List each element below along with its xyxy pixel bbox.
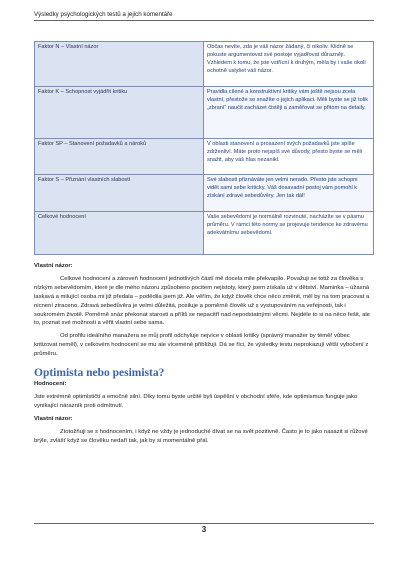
document-body: [34, 262, 370, 446]
paragraph: Celkové hodnocení a zároveň hodnocení jednotlivých částí mě docela mile překvapilo. Považuji se totiž za člověka s nízkým sebevědomím, které je dle mého názoru způsobeno pocitem nejistoty, který jsem získala už v dětství. Maminka – úžasná laskavá a milující osoba mi již předala – podědila jsem již. Ale věřím, že když člověk chce něco změnit, měl by na tom pracovat a nicnení ztraceno. Zdravá sebedůvěra je velmi důležitá, posiluje a poměrně člověk už s vystupováním na veřejnosti, tak i soukromém životě. Poměrně snáz překonat starosti a příliš se nepacitří nad nepodstatnými věcmi. Nejdéle to si na něco řešit, ale to, poznat své možnosti a věřit vlastní sebe sama.: [34, 275, 370, 327]
section-heading-evaluation: Hodnocení:: [34, 381, 67, 388]
factor-label: Faktor S – Přiznání vlastních slabostí: [35, 175, 204, 212]
page-number: 3: [201, 525, 207, 534]
factor-comment: Vaše sebevědomí je normálně rozvinuté, nacházíte se v pásmu průměru. V rámci této normy se projevuje tendence ke zdravému adekvátnímu sebevědomí.: [204, 212, 374, 255]
table-row: [35, 212, 374, 255]
factor-comment: Své slabosti přiznáváte jen velmi nerado. Přesto jste schopni vidět sami sebe kriticky. Váš dosavadní postoj vám pomohl k získání zdravé sebedůvěry. Jen tak dál!: [204, 175, 374, 212]
factor-comment: V oblasti stanovení a prosazení svých požadavků jste spíše zdrženliví. Máte proto nejspíš své důvody, přesto byste se měli snažit, aby váš hlas nezanikl.: [204, 139, 374, 175]
factor-comment: Pravidla cílené a konstruktivní kritiky vám ještě nejsou zcela vlastní, přestože se snažíte o jejich aplikaci. Měli byste se již tolik „zbraní“ naučit zacházet čistěji a zaměřovat se přitom na detaily.: [204, 87, 374, 139]
paragraph: Od profilu ideálního manažera se můj profil odchyluje nejvíce v oblasti kritiky (správný manažer by téměř vůbec kritizovat neměl), v celkovém hodnocení se mu ale víceméně přibližuji. Dá se říci, že výsledky testu neprokazují větší vybočení z průměru.: [34, 333, 369, 358]
table-row: [35, 175, 374, 212]
factor-label: Faktor SP – Stanovení požadavků a nároků: [35, 139, 204, 175]
section-heading-own-opinion: Vlastní názor:: [34, 263, 73, 269]
footer-rule: [34, 523, 374, 524]
table-row: [35, 139, 374, 175]
paragraph: Ztotožňuji se s hodnocením, i když ne vždy je jednoduché dívat se na svět pozitivně. Často je to jako nasazit si růžové brýle, zvlášť když se člověku nedaří tak, jak by si momentálně přál.: [34, 428, 368, 444]
paragraph: Jste extrémně optimističtí a emočně silní. Díky tomu byste určitě byli úspěšní v obchodní sféře, kde optimismus funguje jako vynikající nárazník proti odmítnutí.: [34, 393, 358, 409]
factor-table: [34, 41, 374, 255]
section-heading-own-opinion: Vlastní názor:: [34, 415, 73, 422]
factor-comment: Občas nevíte, zda je váš názor žádaný, či nikoliv. Klidně se pokuste argumentovat své postoje vyjadřovat důrazněji. Vzhledem k tomu, že jste vstřícní k druhým, měla by i vaše okolí ochotně uslyšet váš názor.: [204, 42, 374, 87]
table-row: [35, 87, 374, 139]
factor-label: Faktor K – Schopnost vyjádřit kritiku: [35, 87, 204, 139]
factor-label: Celkové hodnocení: [35, 212, 204, 255]
factor-label: Faktor N – Vlastní názor: [35, 42, 204, 87]
table-row: [35, 42, 374, 87]
running-header: Výsledky psychologických testů a jejich komentáře: [34, 11, 374, 21]
section-title: Optimista nebo pesimista?: [34, 367, 165, 380]
